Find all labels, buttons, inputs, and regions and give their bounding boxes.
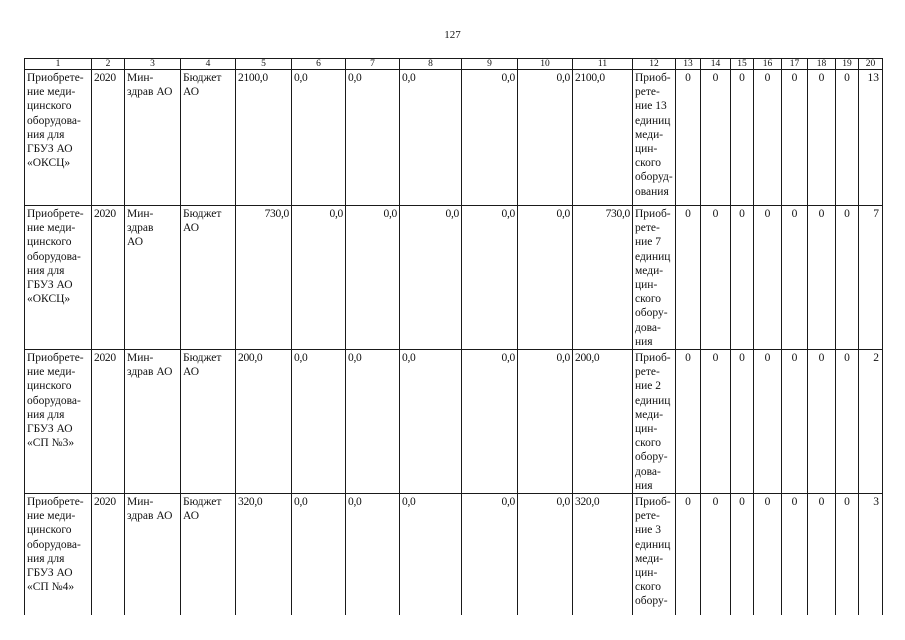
indicator-cell: 0 [676,494,701,616]
column-header: 17 [782,59,808,70]
indicator-cell: 0 [701,206,731,350]
amount-cell: 0,0 [346,70,400,206]
indicator-cell: 0 [836,350,859,494]
year-cell: 2020 [92,70,125,206]
year-cell: 2020 [92,350,125,494]
executor-cell: Мин- здрав АО [125,350,181,494]
column-header: 2 [92,59,125,70]
result-cell: Приоб- рете- ние 7 единиц меди- цин- ского обору- дова- ния [633,206,676,350]
indicator-cell: 0 [782,70,808,206]
column-header: 13 [676,59,701,70]
column-header: 12 [633,59,676,70]
amount-cell: 0,0 [462,494,518,616]
indicator-cell: 0 [754,70,782,206]
indicator-cell: 13 [859,70,883,206]
total-amount-cell: 730,0 [573,206,633,350]
indicator-cell: 7 [859,206,883,350]
result-cell: Приоб- рете- ние 3 единиц меди- цин- ского обору- [633,494,676,616]
indicator-cell: 0 [808,206,836,350]
indicator-cell: 0 [754,206,782,350]
amount-cell: 730,0 [236,206,292,350]
column-header: 6 [292,59,346,70]
page-number: 127 [444,29,461,41]
indicator-cell: 0 [836,206,859,350]
indicator-cell: 0 [782,206,808,350]
indicator-cell: 0 [701,350,731,494]
indicator-cell: 0 [731,494,754,616]
amount-cell: 0,0 [518,350,573,494]
item-name-cell: Приобрете- ние меди- цинского оборудова- ния для ГБУЗ АО «ОКСЦ» [25,70,92,206]
amount-cell: 320,0 [236,494,292,616]
executor-cell: Мин- здрав АО [125,70,181,206]
indicator-cell: 0 [676,206,701,350]
amount-cell: 0,0 [292,350,346,494]
column-header: 7 [346,59,400,70]
amount-cell: 0,0 [346,350,400,494]
indicator-cell: 0 [808,350,836,494]
funding-source-cell: Бюджет АО [181,206,236,350]
result-cell: Приоб- рете- ние 2 единиц меди- цин- ского обору- дова- ния [633,350,676,494]
funding-source-cell: Бюджет АО [181,70,236,206]
item-name-cell: Приобрете- ние меди- цинского оборудова- ния для ГБУЗ АО «ОКСЦ» [25,206,92,350]
column-header: 4 [181,59,236,70]
column-header: 9 [462,59,518,70]
indicator-cell: 0 [731,350,754,494]
amount-cell: 0,0 [462,70,518,206]
indicator-cell: 0 [754,350,782,494]
amount-cell: 0,0 [518,206,573,350]
indicator-cell: 0 [701,70,731,206]
amount-cell: 0,0 [400,70,462,206]
item-name-cell: Приобрете- ние меди- цинского оборудова- ния для ГБУЗ АО «СП №4» [25,494,92,616]
indicator-cell: 0 [731,70,754,206]
amount-cell: 0,0 [518,494,573,616]
indicator-cell: 0 [836,494,859,616]
total-amount-cell: 320,0 [573,494,633,616]
indicator-cell: 0 [808,494,836,616]
funding-source-cell: Бюджет АО [181,350,236,494]
table-body [25,59,883,616]
item-name-cell: Приобрете- ние меди- цинского оборудова- ния для ГБУЗ АО «СП №3» [25,350,92,494]
amount-cell: 0,0 [400,206,462,350]
column-header: 14 [701,59,731,70]
indicator-cell: 0 [808,70,836,206]
indicator-cell: 0 [701,494,731,616]
amount-cell: 0,0 [292,494,346,616]
indicator-cell: 0 [782,494,808,616]
indicator-cell: 3 [859,494,883,616]
table-row [25,350,883,494]
column-header: 11 [573,59,633,70]
column-header: 20 [859,59,883,70]
table-row [25,494,883,616]
indicator-cell: 2 [859,350,883,494]
column-header: 5 [236,59,292,70]
column-header: 18 [808,59,836,70]
column-header: 16 [754,59,782,70]
amount-cell: 0,0 [292,206,346,350]
indicator-cell: 0 [754,494,782,616]
indicator-cell: 0 [676,70,701,206]
column-header: 3 [125,59,181,70]
amount-cell: 0,0 [292,70,346,206]
indicator-cell: 0 [676,350,701,494]
amount-cell: 0,0 [518,70,573,206]
total-amount-cell: 2100,0 [573,70,633,206]
amount-cell: 200,0 [236,350,292,494]
indicator-cell: 0 [836,70,859,206]
indicator-cell: 0 [782,350,808,494]
amount-cell: 0,0 [462,206,518,350]
total-amount-cell: 200,0 [573,350,633,494]
amount-cell: 0,0 [400,494,462,616]
amount-cell: 0,0 [346,206,400,350]
budget-table [24,58,883,615]
executor-cell: Мин- здрав АО [125,206,181,350]
amount-cell: 0,0 [346,494,400,616]
column-header: 8 [400,59,462,70]
column-header: 1 [25,59,92,70]
result-cell: Приоб- рете- ние 13 единиц меди- цин- ского оборуд- ования [633,70,676,206]
indicator-cell: 0 [731,206,754,350]
table-row [25,70,883,206]
amount-cell: 0,0 [462,350,518,494]
column-number-row [25,59,883,70]
column-header: 15 [731,59,754,70]
column-header: 10 [518,59,573,70]
year-cell: 2020 [92,206,125,350]
table-row [25,206,883,350]
year-cell: 2020 [92,494,125,616]
amount-cell: 0,0 [400,350,462,494]
funding-source-cell: Бюджет АО [181,494,236,616]
column-header: 19 [836,59,859,70]
amount-cell: 2100,0 [236,70,292,206]
executor-cell: Мин- здрав АО [125,494,181,616]
